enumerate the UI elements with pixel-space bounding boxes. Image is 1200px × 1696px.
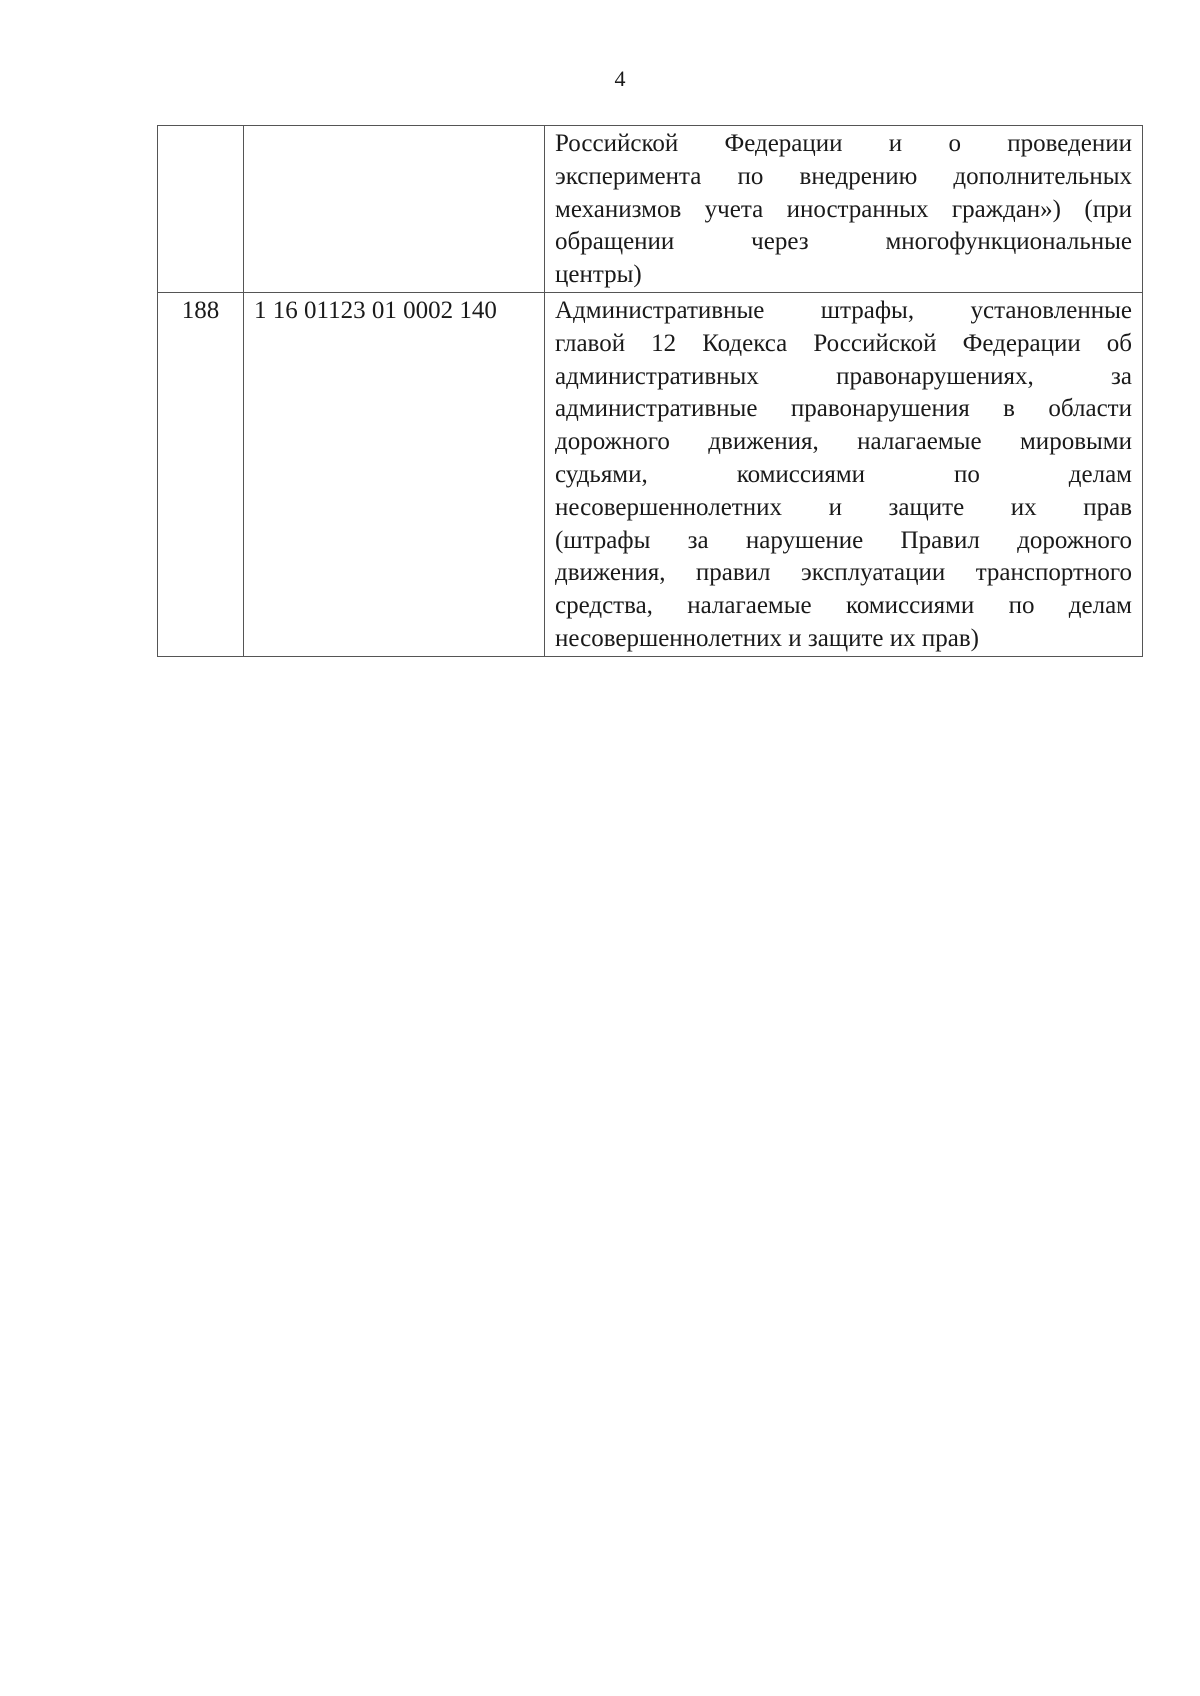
description-line: движения, правил эксплуатации транспортного <box>555 559 1132 587</box>
table-row <box>158 126 1143 293</box>
budget-code-cell: 1 16 01123 01 0002 140 <box>244 292 545 656</box>
description-line: (штрафы за нарушение Правил дорожного <box>555 526 1132 554</box>
description-line: центры) <box>555 261 642 289</box>
description-cell <box>545 126 1143 293</box>
row-number-cell <box>158 126 244 293</box>
description-line: механизмов учета иностранных граждан») (при <box>555 195 1132 223</box>
description-line: эксперимента по внедрению дополнительных <box>555 162 1132 190</box>
description-line: административных правонарушениях, за <box>555 362 1132 390</box>
description-line: Российской Федерации и о проведении <box>555 130 1132 157</box>
description-line: несовершеннолетних и защите их прав <box>555 493 1132 521</box>
description-line: дорожного движения, налагаемые мировыми <box>555 428 1132 456</box>
page-number: 4 <box>614 66 626 91</box>
row-number-cell: 188 <box>158 292 244 656</box>
description-line: средства, налагаемые комиссиями по делам <box>555 592 1132 620</box>
revenue-code-table <box>157 125 1143 657</box>
description-line: несовершеннолетних и защите их прав) <box>555 624 979 652</box>
description-line: главой 12 Кодекса Российской Федерации об <box>555 329 1132 357</box>
description-line: Административные штрафы, установленные <box>555 296 1132 324</box>
description-line: судьями, комиссиями по делам <box>555 460 1132 488</box>
table-row <box>158 292 1143 656</box>
description-cell <box>545 292 1143 656</box>
description-line: обращении через многофункциональные <box>555 228 1132 256</box>
budget-code-cell <box>244 126 545 293</box>
description-line: административные правонарушения в области <box>555 395 1132 423</box>
